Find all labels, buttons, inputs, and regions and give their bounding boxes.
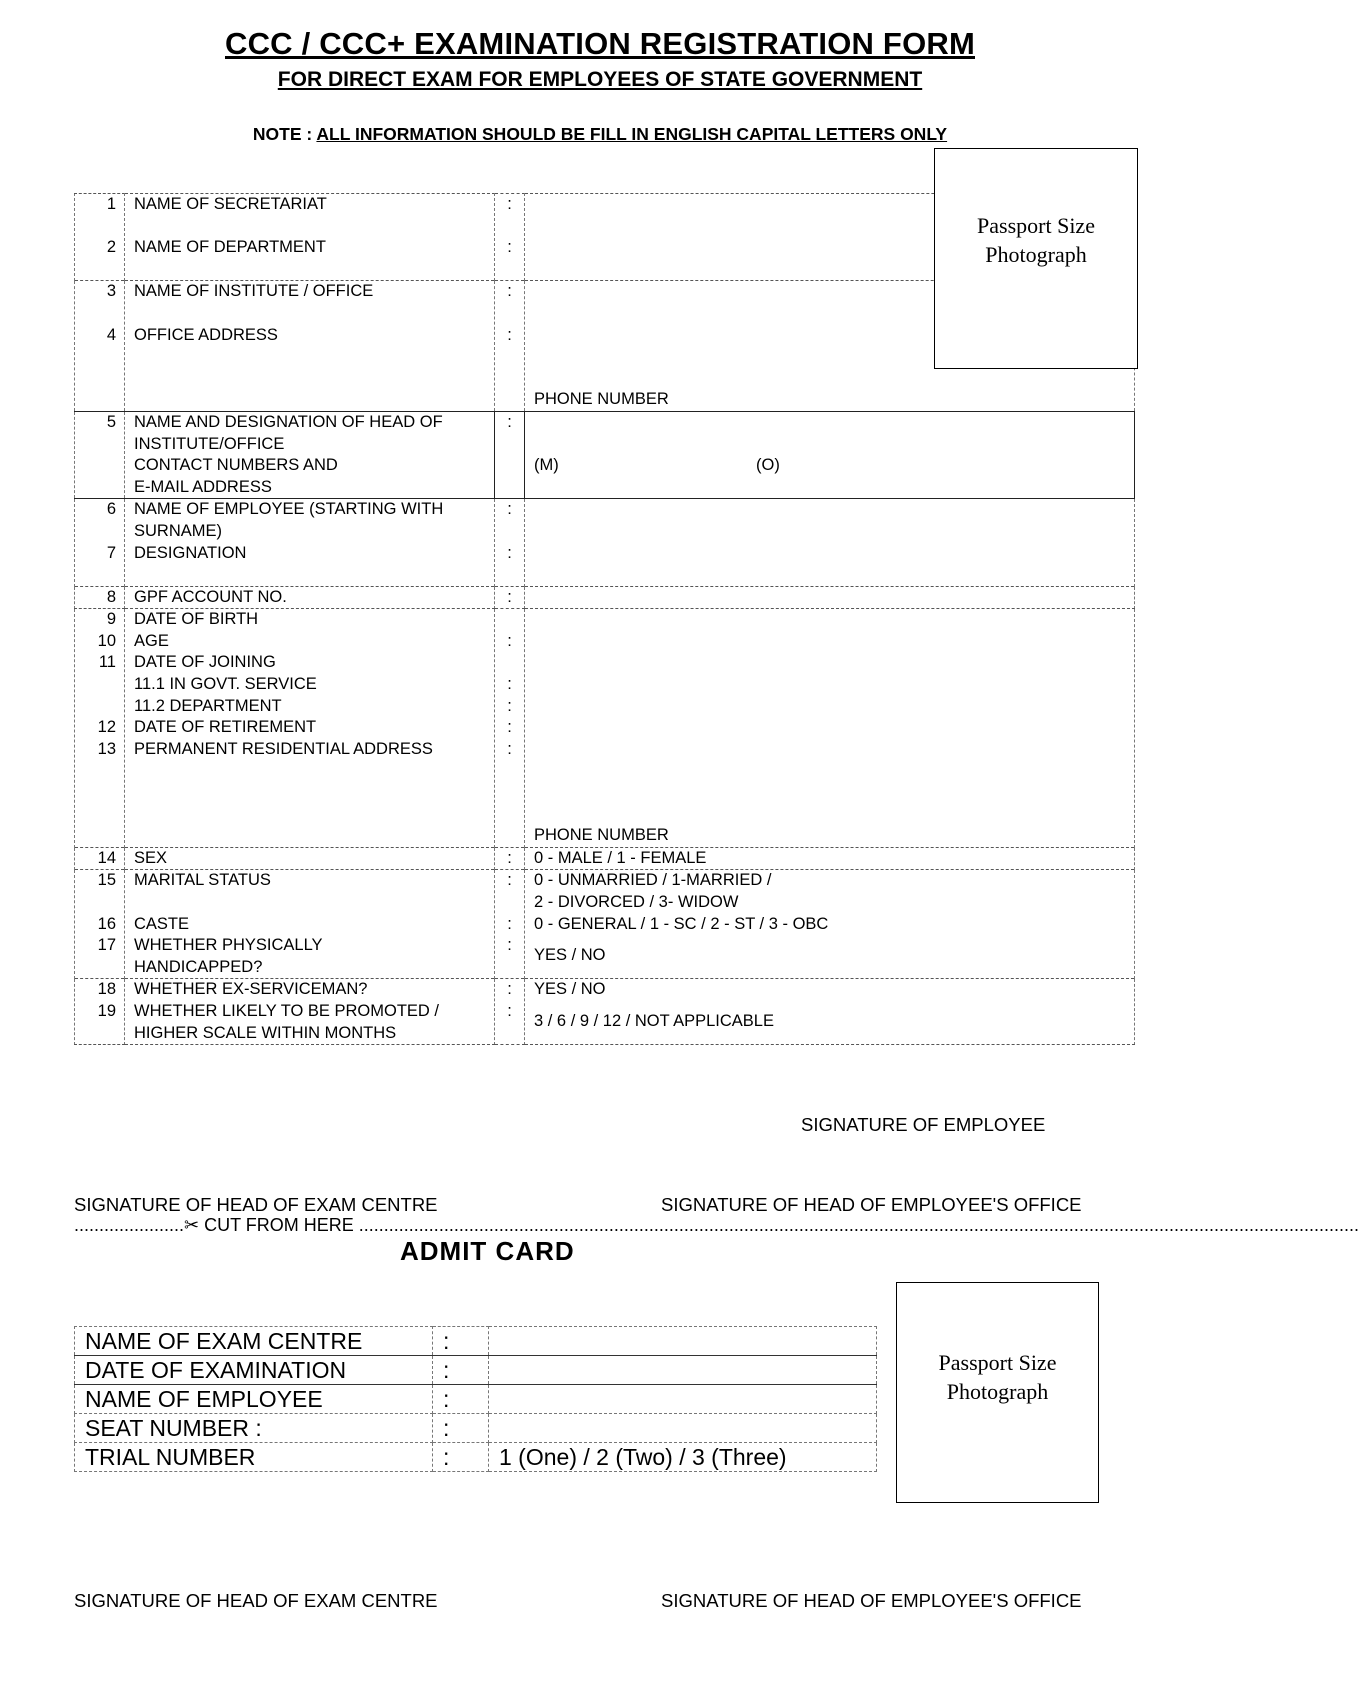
colon: :	[507, 696, 512, 715]
field-number: 10	[97, 631, 116, 650]
photo-label: Passport Size	[977, 213, 1095, 238]
field-number: 1	[106, 195, 116, 213]
sex-options[interactable]: 0 - MALE / 1 - FEMALE	[534, 848, 707, 867]
colon: :	[433, 1327, 489, 1356]
admit-signature-head-employee-office: SIGNATURE OF HEAD OF EMPLOYEE'S OFFICE	[661, 1590, 1082, 1611]
label-joining-govt-service: 11.1 IN GOVT. SERVICE	[134, 675, 317, 694]
instruction-note	[0, 124, 1200, 145]
label-physically-handicapped: WHETHER PHYSICALLY	[134, 936, 323, 955]
admit-row	[75, 1414, 877, 1443]
label-marital-status: MARITAL STATUS	[134, 871, 271, 890]
label-institute: NAME OF INSTITUTE / OFFICE	[134, 282, 374, 301]
colon: :	[507, 587, 512, 606]
signature-head-exam-centre: SIGNATURE OF HEAD OF EXAM CENTRE	[74, 1194, 438, 1215]
admit-card-title: ADMIT CARD	[400, 1236, 575, 1266]
admit-value-employee-name[interactable]	[489, 1385, 877, 1414]
field-number: 16	[97, 914, 116, 933]
ex-serviceman-options[interactable]: YES / NO	[534, 980, 606, 999]
label-age: AGE	[134, 631, 169, 650]
label-office-address: OFFICE ADDRESS	[134, 325, 278, 344]
photo-label-2: Photograph	[946, 1379, 1049, 1404]
admit-card-table	[74, 1326, 877, 1472]
field-value-personal-dates[interactable]	[525, 609, 1135, 848]
colon: :	[433, 1414, 489, 1443]
label-head-of-institute-2: INSTITUTE/OFFICE	[134, 434, 285, 453]
colon: :	[507, 936, 512, 955]
admit-row	[75, 1385, 877, 1414]
note-prefix: NOTE :	[252, 124, 317, 144]
field-number: 15	[97, 871, 116, 890]
label-promotion: WHETHER LIKELY TO BE PROMOTED /	[134, 1001, 440, 1020]
form-row-personal-dates	[75, 609, 1135, 848]
field-number: 19	[97, 1001, 116, 1020]
field-number: 4	[106, 325, 116, 344]
colon: :	[507, 739, 512, 758]
colon: :	[507, 500, 512, 519]
field-number: 7	[106, 543, 116, 562]
photo-label: Passport Size	[938, 1350, 1057, 1375]
field-number: 13	[97, 739, 116, 758]
form-row-marital-caste-handicap	[75, 870, 1135, 979]
colon: :	[507, 412, 512, 431]
admit-value-seat-number[interactable]	[489, 1414, 877, 1443]
marital-status-options-2[interactable]: 2 - DIVORCED / 3- WIDOW	[534, 893, 739, 911]
field-value-head-of-institute[interactable]	[525, 411, 1135, 498]
field-number: 9	[106, 610, 116, 629]
label-employee-name: NAME OF EMPLOYEE (STARTING WITH	[134, 500, 444, 519]
photo-label-2: Photograph	[985, 242, 1087, 267]
colon: :	[507, 325, 512, 344]
label-head-of-institute: NAME AND DESIGNATION OF HEAD OF	[134, 412, 443, 431]
form-subtitle: FOR DIRECT EXAM FOR EMPLOYEES OF STATE GOVERNMENT	[277, 68, 923, 91]
form-row-exserviceman-promotion	[75, 979, 1135, 1045]
admit-row	[75, 1356, 877, 1385]
label-sex: SEX	[134, 848, 168, 867]
caste-options[interactable]: 0 - GENERAL / 1 - SC / 2 - ST / 3 - OBC	[534, 914, 829, 933]
admit-label-exam-centre: NAME OF EXAM CENTRE	[75, 1327, 433, 1356]
field-number: 6	[106, 500, 116, 519]
field-number: 3	[106, 282, 116, 301]
field-number: 5	[106, 412, 116, 431]
label-contact-numbers: CONTACT NUMBERS AND	[134, 456, 338, 475]
label-physically-handicapped-2: HANDICAPPED?	[134, 957, 263, 976]
admit-label-trial-number: TRIAL NUMBER	[75, 1443, 433, 1472]
colon: :	[507, 980, 512, 999]
colon: :	[433, 1443, 489, 1472]
form-row-gpf-account	[75, 586, 1135, 609]
label-employee-name-2: SURNAME)	[134, 521, 223, 540]
cut-dots-right: ........................................................................................................................................................................................................	[358, 1215, 1359, 1235]
colon: :	[507, 543, 512, 562]
scissors-icon: ✂	[184, 1215, 200, 1235]
label-secretariat: NAME OF SECRETARIAT	[134, 195, 327, 213]
admit-row	[75, 1443, 877, 1472]
field-number: 14	[97, 848, 116, 867]
field-number: 2	[106, 238, 116, 257]
admit-label-seat-number: SEAT NUMBER :	[75, 1414, 433, 1443]
label-email-address: E-MAIL ADDRESS	[134, 477, 272, 496]
admit-value-exam-centre[interactable]	[489, 1327, 877, 1356]
label-ex-serviceman: WHETHER EX-SERVICEMAN?	[134, 980, 368, 999]
label-promotion-2: HIGHER SCALE WITHIN MONTHS	[134, 1023, 397, 1042]
admit-label-exam-date: DATE OF EXAMINATION	[75, 1356, 433, 1385]
colon: :	[507, 282, 512, 301]
colon: :	[507, 238, 512, 257]
colon: :	[507, 718, 512, 737]
label-residential-phone: PHONE NUMBER	[534, 826, 669, 845]
label-date-of-joining: DATE OF JOINING	[134, 653, 276, 672]
label-office-phone: PHONE NUMBER	[534, 390, 669, 409]
label-joining-department: 11.2 DEPARTMENT	[134, 696, 282, 715]
label-permanent-address: PERMANENT RESIDENTIAL ADDRESS	[134, 739, 433, 758]
admit-row	[75, 1327, 877, 1356]
admit-label-employee-name: NAME OF EMPLOYEE	[75, 1385, 433, 1414]
label-caste: CASTE	[134, 914, 190, 933]
passport-photo-box[interactable]	[934, 148, 1138, 369]
field-value-employee-name[interactable]	[525, 499, 1135, 586]
label-mobile: (M)	[534, 456, 559, 475]
colon: :	[507, 195, 512, 213]
form-row-head-of-institute	[75, 411, 1135, 498]
label-date-of-birth: DATE OF BIRTH	[134, 610, 259, 629]
form-title: CCC / CCC+ EXAMINATION REGISTRATION FORM	[225, 26, 975, 61]
field-number: 18	[97, 980, 116, 999]
colon: :	[433, 1385, 489, 1414]
signature-employee: SIGNATURE OF EMPLOYEE	[801, 1114, 1046, 1135]
cut-line	[74, 1215, 1359, 1236]
cut-text: CUT FROM HERE	[199, 1215, 359, 1235]
admit-value-trial-number[interactable]: 1 (One) / 2 (Two) / 3 (Three)	[489, 1443, 877, 1472]
label-office: (O)	[756, 456, 780, 475]
field-number: 11	[98, 653, 116, 672]
field-number: 8	[106, 587, 116, 606]
admit-passport-photo-box[interactable]	[896, 1282, 1099, 1503]
colon: :	[507, 871, 512, 890]
marital-status-options[interactable]: 0 - UNMARRIED / 1-MARRIED /	[534, 871, 772, 890]
field-value-gpf-account[interactable]	[525, 586, 1135, 609]
colon: :	[433, 1356, 489, 1385]
admit-signature-head-exam-centre: SIGNATURE OF HEAD OF EXAM CENTRE	[74, 1590, 438, 1611]
label-gpf-account: GPF ACCOUNT NO.	[134, 587, 287, 606]
form-row-employee-name-designation	[75, 499, 1135, 586]
cut-dots: ......................	[74, 1215, 185, 1235]
signature-head-employee-office: SIGNATURE OF HEAD OF EMPLOYEE'S OFFICE	[661, 1194, 1082, 1215]
colon: :	[507, 1001, 512, 1020]
field-number: 12	[97, 718, 116, 737]
colon: :	[507, 848, 512, 867]
note-text: ALL INFORMATION SHOULD BE FILL IN ENGLISH CAPITAL LETTERS ONLY	[316, 124, 948, 144]
colon: :	[507, 675, 512, 694]
form-row-sex	[75, 847, 1135, 870]
field-number: 17	[97, 936, 116, 955]
handicapped-options[interactable]: YES / NO	[534, 946, 606, 965]
label-date-of-retirement: DATE OF RETIREMENT	[134, 718, 317, 737]
colon: :	[507, 631, 512, 650]
promotion-options[interactable]: 3 / 6 / 9 / 12 / NOT APPLICABLE	[534, 1011, 774, 1030]
colon: :	[507, 914, 512, 933]
label-designation: DESIGNATION	[134, 543, 247, 562]
admit-value-exam-date[interactable]	[489, 1356, 877, 1385]
label-department: NAME OF DEPARTMENT	[134, 238, 326, 257]
